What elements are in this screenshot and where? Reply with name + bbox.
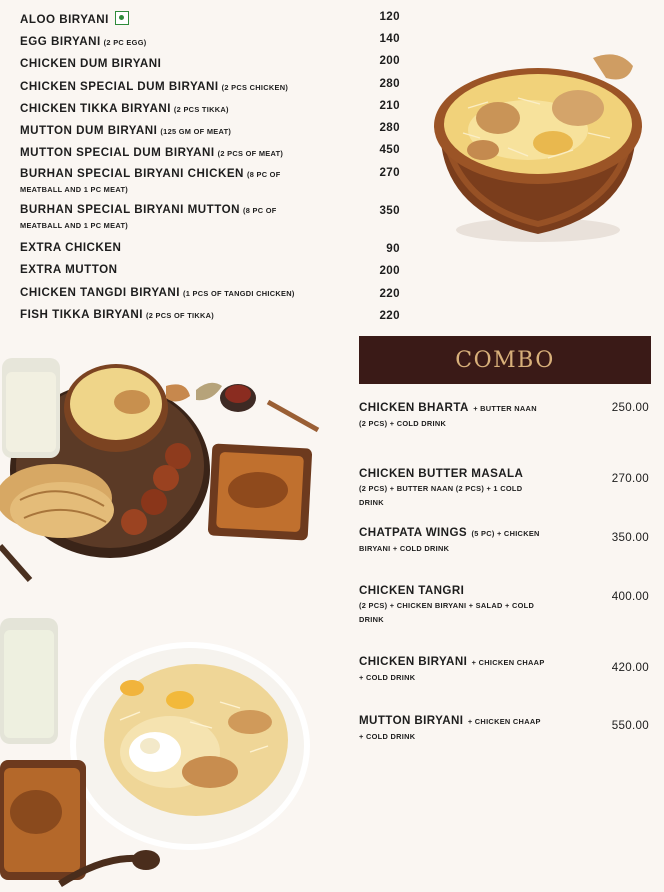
menu-item-chicken-special-dum-biryani bbox=[20, 77, 402, 95]
biryani-thali-image bbox=[0, 350, 330, 582]
item-name: EXTRA CHICKEN bbox=[20, 241, 122, 254]
item-price: 220 bbox=[379, 287, 400, 300]
combo-name: CHICKEN BIRYANI bbox=[359, 655, 468, 668]
combo-banner bbox=[359, 336, 651, 384]
item-note: (2 PCS OF TIKKA) bbox=[146, 311, 215, 320]
item-name: EXTRA MUTTON bbox=[20, 263, 118, 276]
combo-name: CHICKEN BUTTER MASALA bbox=[359, 467, 524, 480]
item-note: (8 PC OF MEATBALL AND 1 PC MEAT) bbox=[20, 170, 281, 194]
item-name: FISH TIKKA BIRYANI bbox=[20, 308, 144, 321]
combo-title: COMBO bbox=[455, 347, 555, 373]
item-price: 270 bbox=[379, 166, 400, 179]
item-price: 90 bbox=[386, 242, 400, 255]
combo-item-chicken-tangri bbox=[359, 584, 655, 627]
combo-price: 350.00 bbox=[611, 531, 649, 544]
item-price: 350 bbox=[379, 204, 400, 217]
item-name: EGG BIRYANI bbox=[20, 35, 101, 48]
menu-item-fish-tikka-biryani bbox=[20, 305, 402, 323]
combo-price: 420.00 bbox=[611, 661, 649, 674]
item-note: (1 PCS OF TANGDI CHICKEN) bbox=[183, 289, 295, 298]
item-price: 140 bbox=[379, 32, 400, 45]
menu-item-chicken-dum-biryani bbox=[20, 54, 402, 72]
combo-name: CHICKEN TANGRI bbox=[359, 584, 465, 597]
item-price: 210 bbox=[379, 99, 400, 112]
combo-note: (5 PC) + CHICKEN BIRYANI + COLD DRINK bbox=[359, 529, 540, 553]
menu-item-mutton-special-dum-biryani bbox=[20, 143, 402, 161]
combo-price: 250.00 bbox=[611, 401, 649, 414]
combo-price: 550.00 bbox=[611, 719, 649, 732]
combo-item-chicken-butter-masala bbox=[359, 467, 655, 510]
item-note: (8 PC OF MEATBALL AND 1 PC MEAT) bbox=[20, 206, 277, 230]
item-note: (2 PCS CHICKEN) bbox=[221, 83, 289, 92]
menu-item-extra-chicken bbox=[20, 238, 402, 256]
item-price: 120 bbox=[379, 10, 400, 23]
item-name: CHICKEN DUM BIRYANI bbox=[20, 57, 162, 70]
item-price: 220 bbox=[379, 309, 400, 322]
combo-name: CHICKEN BHARTA bbox=[359, 401, 469, 414]
combo-name: CHATPATA WINGS bbox=[359, 526, 467, 539]
menu-item-extra-mutton bbox=[20, 260, 402, 278]
item-name: CHICKEN TIKKA BIRYANI bbox=[20, 102, 171, 115]
biryani-handi-image bbox=[428, 38, 648, 248]
item-name: BURHAN SPECIAL BIRYANI CHICKEN bbox=[20, 167, 244, 180]
menu-item-chicken-tikka-biryani bbox=[20, 99, 402, 117]
combo-item-mutton-biryani bbox=[359, 714, 655, 743]
menu-item-egg-biryani bbox=[20, 32, 402, 50]
combo-item-chicken-biryani bbox=[359, 655, 655, 684]
item-price: 280 bbox=[379, 77, 400, 90]
combo-note: + CHICKEN CHAAP + COLD DRINK bbox=[359, 717, 541, 741]
item-note: (2 PCS TIKKA) bbox=[173, 105, 229, 114]
combo-note: (2 PCS) + BUTTER NAAN (2 PCS) + 1 COLD DRINK bbox=[359, 483, 523, 507]
veg-mark-icon bbox=[115, 11, 129, 25]
combo-price: 270.00 bbox=[611, 472, 649, 485]
item-price: 200 bbox=[379, 54, 400, 67]
item-name: CHICKEN TANGDI BIRYANI bbox=[20, 286, 181, 299]
menu-item-aloo-biryani bbox=[20, 10, 402, 28]
combo-price: 400.00 bbox=[611, 590, 649, 603]
item-note: (2 PCS OF MEAT) bbox=[217, 149, 284, 158]
egg-biryani-plate-image bbox=[0, 612, 320, 892]
combo-note: (2 PCS) + CHICKEN BIRYANI + SALAD + COLD DRINK bbox=[359, 600, 535, 624]
combo-item-chatpata-wings bbox=[359, 526, 655, 555]
combo-note: + CHICKEN CHAAP + COLD DRINK bbox=[359, 658, 545, 682]
combo-note: + BUTTER NAAN (2 PCS) + COLD DRINK bbox=[359, 404, 537, 428]
menu-item-chicken-tangdi-biryani bbox=[20, 283, 402, 301]
item-price: 280 bbox=[379, 121, 400, 134]
item-note: (125 GM OF MEAT) bbox=[160, 127, 232, 136]
item-name: CHICKEN SPECIAL DUM BIRYANI bbox=[20, 80, 219, 93]
item-name: BURHAN SPECIAL BIRYANI MUTTON bbox=[20, 203, 240, 216]
combo-name: MUTTON BIRYANI bbox=[359, 714, 464, 727]
item-name: MUTTON SPECIAL DUM BIRYANI bbox=[20, 146, 215, 159]
menu-item-mutton-dum-biryani bbox=[20, 121, 402, 139]
item-name: MUTTON DUM BIRYANI bbox=[20, 124, 158, 137]
item-note: (2 PC EGG) bbox=[103, 38, 147, 47]
item-name: ALOO BIRYANI bbox=[20, 13, 109, 26]
combo-item-chicken-bharta bbox=[359, 401, 655, 430]
menu-item-burhan-special-chicken bbox=[20, 166, 402, 196]
item-price: 450 bbox=[379, 143, 400, 156]
item-price: 200 bbox=[379, 264, 400, 277]
menu-item-burhan-special-mutton bbox=[20, 202, 402, 232]
